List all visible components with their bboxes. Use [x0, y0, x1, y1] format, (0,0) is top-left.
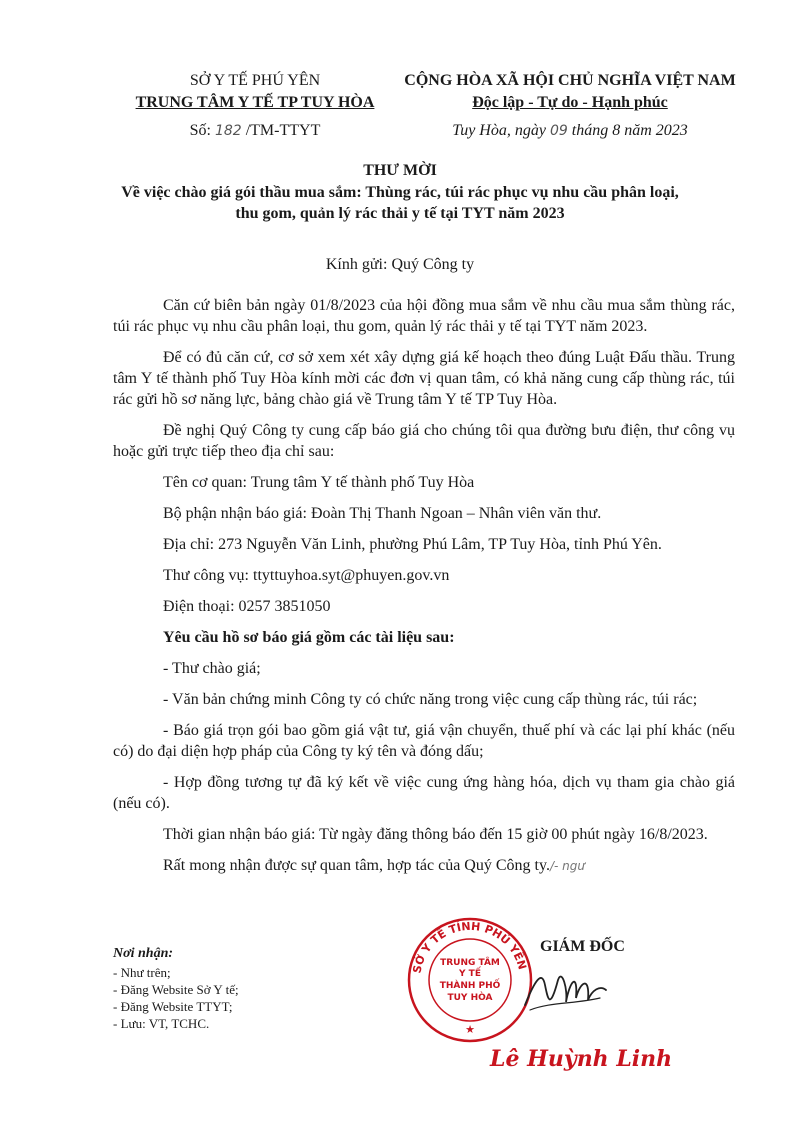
paragraph-invitation: Để có đủ căn cứ, cơ sở xem xét xây dựng giá kế hoạch theo đúng Luật Đấu thầu. Trung tâm Y tế thành phố Tuy Hòa kính mời các đơn vị quan tâm, có khả năng cung cấp thùng rác, túi rác gửi hồ sơ năng lực, bảng chào giá về Trung tâm Y tế TP Tuy Hòa.	[113, 349, 735, 408]
recipients-title: Nơi nhận:	[113, 946, 174, 961]
requirement-item: - Văn bản chứng minh Công ty có chức năng trong việc cung cấp thùng rác, túi rác;	[163, 691, 698, 708]
contact-receiver: Bộ phận nhận báo giá: Đoàn Thị Thanh Ngoan – Nhân viên văn thư.	[163, 505, 602, 522]
contact-agency-name: Tên cơ quan: Trung tâm Y tế thành phố Tuy Hòa	[163, 474, 475, 491]
closing-text: Rất mong nhận được sự quan tâm, hợp tác của Quý Công ty.	[163, 857, 550, 874]
handwritten-signature	[520, 960, 610, 1020]
contact-phone: Điện thoại: 0257 3851050	[163, 598, 331, 615]
signature-stroke	[525, 977, 606, 1005]
subject-line-1: Về việc chào giá gói thầu mua sắm: Thùng rác, túi rác phục vụ nhu cầu phân loại,	[121, 184, 679, 201]
letter-title-block	[100, 160, 700, 224]
signer-position: GIÁM ĐỐC	[540, 938, 625, 955]
nation-line-1: CỘNG HÒA XÃ HỘI CHỦ NGHĨA VIỆT NAM	[404, 72, 736, 89]
letter-body	[113, 295, 735, 887]
agency-line-1: SỞ Y TẾ PHÚ YÊN	[189, 72, 321, 89]
recipient-item: - Đăng Website Sở Y tế;	[113, 982, 239, 997]
requirement-item: - Báo giá trọn gói bao gồm giá vật tư, giá vận chuyển, thuế phí và các lại phí khác (nếu có) do đại diện hợp pháp của Công ty ký tên và đóng dấu;	[113, 722, 735, 760]
contact-address: Địa chỉ: 273 Nguyễn Văn Linh, phường Phú Lâm, TP Tuy Hòa, tỉnh Phú Yên.	[163, 536, 662, 553]
recipient-item: - Đăng Website TTYT;	[113, 999, 233, 1014]
seal-ring-text: SỞ Y TẾ TỈNH PHÚ YÊN	[410, 919, 529, 975]
doc-number-prefix: Số:	[189, 122, 211, 139]
paragraph-closing	[113, 855, 735, 877]
paragraph-basis: Căn cứ biên bản ngày 01/8/2023 của hội đồng mua sắm về nhu cầu mua sắm thùng rác, túi rác phục vụ nhu cầu phân loại, thu gom, quản lý rác thải y tế tại TYT năm 2023.	[113, 297, 735, 335]
document-number	[105, 120, 405, 142]
subject-line-2: thu gom, quản lý rác thải y tế tại TYT năm 2023	[235, 205, 565, 222]
official-seal	[405, 915, 535, 1045]
agency-line-2: TRUNG TÂM Y TẾ TP TUY HÒA	[135, 94, 375, 111]
greeting: Kính gửi: Quý Công ty	[325, 256, 475, 273]
closing-handmark: /- ngư	[549, 859, 585, 873]
signature-underline	[530, 998, 600, 1010]
date-prefix: Tuy Hòa, ngày	[452, 122, 546, 139]
agency-header	[105, 70, 405, 142]
seal-center-line: THÀNH PHỐ	[439, 981, 501, 991]
signer-name: Lê Huỳnh Linh	[490, 1046, 673, 1072]
recipients-list	[113, 945, 239, 1032]
paragraph-deadline: Thời gian nhận báo giá: Từ ngày đăng thông báo đến 15 giờ 00 phút ngày 16/8/2023.	[163, 826, 708, 843]
national-header	[380, 70, 760, 142]
requirements-title: Yêu cầu hồ sơ báo giá gồm các tài liệu sau:	[163, 629, 455, 646]
seal-center-line: TUY HÒA	[447, 993, 493, 1003]
nation-motto: Độc lập - Tự do - Hạnh phúc	[472, 94, 668, 111]
date-suffix: tháng 8 năm 2023	[571, 122, 688, 139]
paragraph-request: Đề nghị Quý Công ty cung cấp báo giá cho chúng tôi qua đường bưu điện, thư công vụ hoặc gửi trực tiếp theo địa chỉ sau:	[113, 422, 735, 460]
seal-star-icon: ★	[465, 1023, 475, 1036]
recipient-item: - Lưu: VT, TCHC.	[113, 1016, 210, 1031]
date-day-handwritten: 09	[549, 123, 568, 139]
seal-center-line: Y TẾ	[459, 969, 481, 979]
doc-number-handwritten: 182	[214, 123, 242, 139]
letter-title: THƯ MỜI	[363, 162, 437, 179]
requirement-item: - Hợp đồng tương tự đã ký kết về việc cung ứng hàng hóa, dịch vụ tham gia chào giá (nếu có).	[113, 774, 735, 812]
requirement-item: - Thư chào giá;	[163, 660, 261, 677]
seal-center-line: TRUNG TÂM	[440, 958, 500, 968]
recipient-item: - Như trên;	[113, 965, 171, 980]
doc-number-suffix: /TM-TTYT	[245, 122, 321, 139]
seal-inner-ring	[429, 939, 511, 1021]
document-date	[380, 120, 760, 142]
contact-email: Thư công vụ: ttyttuyhoa.syt@phuyen.gov.vn	[163, 567, 450, 584]
